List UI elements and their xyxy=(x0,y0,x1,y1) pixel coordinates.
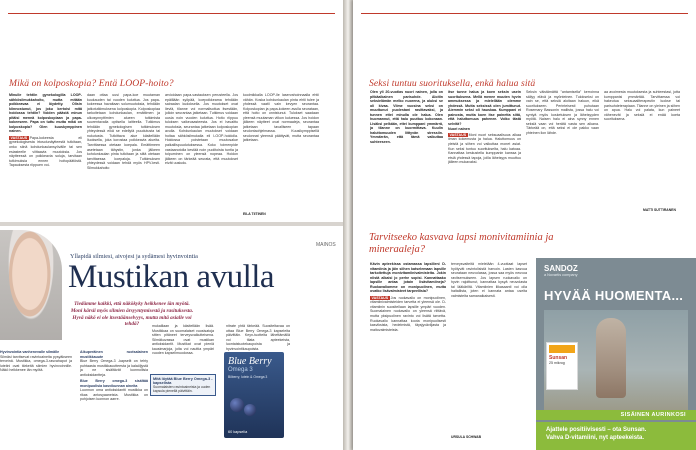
ad-text3: Luonnon oma antioksidantti mustikka on rikas antosyaaneista. Mustikka on pohjoisen luonnon aarre. xyxy=(80,388,148,402)
left-col2: daan ottaa uusi papa-koe muutaman kuukauden tai vuoden kuluttua. Jos papa-kokeessa havaitaan solumuutoksia, tehdään jatkotutkimuksena kolposkopia. Kolposkopiaa tarkoitetaan kohdunkaulan, emättimen ja ulkosynnyttimien alueen tutkimista suurentavalla optisella laitteella. Tutkimus tehdään gynekologisen tutkimuksen yhteydessä eikä se edellytä puudutusta tai nukutusta. Tutkittava alue käsitellään liuoksella, joka korostaa poikkeavia alueita. Tarvittaessa otetaan koepala. Emättimeen asetetaan tähystin, jonka jälkeen kohdunkaulan pinta tutkitaan ja siitä otetaan tarvittaessa koepaloja. Tutkimuksen yhteydessä voidaan tehdä myös HPV-testi. Silmukkahoito xyxy=(87,93,160,170)
left-col1 xyxy=(9,93,82,215)
pack-name: Sunsan xyxy=(549,355,568,361)
ad-info-box xyxy=(150,374,216,396)
left-col4: koolmikkalla LOOP-lle laservahoinnaalla ehtii vähän. Koska kohdunkaulan pinta ehtii tulee ja yhdessä vaatii vain kevyen seurantaa. Kolposkopian ja papa-kokeen avulla seurataan, että hoito on onnistunut. Tulokset saadaan yleensä muutaman viikon kuluessa. Jos hoidon jälkeen näytteet ovat normaaleja, seurantaa jatketaan tavalliseen tapaan seulontaohjelmassa. Kuusikymppisellä seulonnat yleensä päättyvät, mutta seurantaa jatketaan. xyxy=(243,93,319,143)
top-rule xyxy=(361,13,688,14)
ad-text1: Silmäsi tarvitsevat ravintoaineita pysyäkseen terveinä. Mustikka, omega-3-rasvahapot ja luteiini ovat tärkeitä silmien hyvinvoinnille. Näkö heikkenee iän myötä. xyxy=(0,354,72,373)
answer-tag: VASTAUS xyxy=(10,135,28,140)
pack-sub: Omega 3 xyxy=(228,367,253,373)
right-col1 xyxy=(370,90,443,215)
ad-sub2: Aikuperäinen ruotsalainen mustikkauute xyxy=(80,350,148,359)
ad-col2 xyxy=(80,350,148,448)
ad-sub3: Blue Berry omega-3 sisältää monipuolisia kasvikunnan aineita xyxy=(80,379,148,388)
ad-box-text: Suomalaisten ravintoaineista ja uuden kapsula pienellä päivittäin. xyxy=(153,385,211,393)
blueberry-icon xyxy=(244,404,256,416)
ad-top-band xyxy=(0,222,343,226)
sandoz-sub: a Novartis company xyxy=(544,273,578,277)
sandoz-logo: SANDOZ xyxy=(544,264,578,273)
ad-intro: Tiedämme kaikki, että näkökyky heikkenee iän myötä. Moni kärsii myös silmien ärsyyntymisestä ja rasituksesta. Hyvä näkö ei ole itsestäänselvyys, mutta mitä asialle voi tehdä? xyxy=(70,301,194,328)
right-author: MATTI SUTTIRANEN xyxy=(643,208,676,212)
ad-footer-line2: Vahva D-vitamiini, nyt apteekeista. xyxy=(546,435,645,441)
article-lead: Kävin apteekissa ostamassa lapsilleni D-vitamiinia ja jäin siihen katselemaan lapsille tarkoitettuja monivitamiinivalmisteita. Jokin niistä alkaisi jo perhe sopisi. Kannattaako lapsille antaa jotain lisävitamiineja? Ruokavaliomme on monipuolinen, mutta ovatko lisävalmisteet tarpeellisia? xyxy=(370,262,446,294)
answer-text: Papa-kokeesta eli gynekologisesta irtosolunäytteestä tutkitaan, onko siinä kohdunkaulansyövälle tai sen esiasteelle viittaavia muutoksia. Jos näytteessä on poikkeavia soluja, tarvitaan tutkimuksia ennen hoitopäätöstä. Tapauksesta riippuen voi- xyxy=(9,135,82,168)
ad-col4: nitrate yhtä tärkeää. Suositeltavaa on ottaa Blue Berry Omega-3 kapseleita päivittäin. Keyn-tuotteita lähettämällä voi tilata apteekeista, luontaistuotekaupoista ja hyvinvointikaupoista. xyxy=(226,324,290,351)
article-author: URSULA SCHWAB xyxy=(451,435,482,439)
ad-title: Mustikan avulla xyxy=(68,259,275,295)
left-page xyxy=(0,0,343,450)
pack-stripe xyxy=(549,345,575,353)
ad-box-label: Mitä löytää Blue Berry Omega-3 -kapselista xyxy=(153,377,213,385)
article-col1 xyxy=(370,262,446,445)
question-lead: Olen yli 20-vuotias nuori nainen, jolla on pitkäaikainen parisuhde. Aloitin seksielämän melko nuorena, ja aluksi se oli kivaa. Viime vuosina seksi on muuttunut puolestani rasittavaksi, ja tunnen ettei minulla ole halua. Olen huomannut, että halu puuttuu kokonaan. Lisäksi pelkään, ettei kumppani ymmärrä, ja tilanne on kuormittava. Kuulin haluttomuuden liittyvän stressiin. Ymmärrän, että tämä vaikuttaa suhteeseen. xyxy=(370,90,443,145)
left-headline: Mikä on kolposkopia? Entä LOOP-hoito? xyxy=(9,78,174,89)
answer-text: Moni nuori seksuaalisuus alkaa ilman kokemusta ja halua. Haluttomuus on yleistä ja siihen voi vaikuttaa monet asiat. Kun seksi tuntuu suoritukselta, halu katoaa. Kannattaa keskustella kumppanin kanssa ja etsiä yhdessä tapoja, joilla läheisyys muuttuu jälleen mukavaksi. xyxy=(448,132,521,165)
article-text: Jos ruokavalio on monipuolinen, vitamiinivalmisteiden tarvetta ei yleensä ole. D-vitamiinin suositellaan lapsille ympäri vuoden. Suomalainen ruokavalio on yleensä riittävä, mutta yksipuolinen ravinto voi lisätä tarvetta. Ruokavalio kannattaa koota monipuolisesti kasviksista, hedelmistä, täysjyväviljasta ja maitovalmisteista. xyxy=(370,295,446,332)
woman-photo xyxy=(0,230,62,340)
ad-kicker: Yllapidä silmiesi, aivojesi ja sydämesi hyvinvointia xyxy=(70,253,198,260)
left-col3: arvioidaan papa-vastauksen perusteella. Jos epäillään syöpää, koepoikkeama tehdään sairaalan kudoksella. Jos muutokset ovat lieviä, tilanne voi normalisoitua itsestään, jolloin seurantaa jatketaan. Tutkimus voidaan uusia noin vuoden kuluttua. Hoito riippuu tuloksen vaikeusasteesta. Jos ei havaittu muutoksia, seurantaa jatketaan kolposkopian avulla. Kohdunkaulan muutokset voidaan hoitaa sähkösilmukalla eli LOOP-hoidolla. Hoidossa poistetaan muutosalue paikallispuudutuksessa. Koko toimenpide vastaanotolla kestää noin puolitoista tuntia ja toipuminen on yleensä nopeaa. Hoidon jälkeen on tärkeää seurata, että muutokset eivät uusiudu. xyxy=(165,93,238,166)
right-col3: Seksin väistämättä ”antamisella” kerroinna säilyy elävä ja myönteinen. Tulokseksi on vain se, että seksiä aloitaan haluun, eikä suoritukseen. Perinteisesti puhutaan Rosemary Bassonin mallista, jossa halu voi syntyä myös kosketuksen ja läheisyyden myötä. Naisen halu ei aina synny ennen seksiä vaan voi herätä vasta sen aikana. Tärkeää on, että seksi ei ole pakko vaan yhteinen ilon lähde. xyxy=(526,90,599,135)
pack-small: Bilberry, lutein & Omega 3 xyxy=(228,375,268,379)
left-author: EILA TIITINEN xyxy=(243,212,266,216)
question-cont: itse tunne halua ja koen seksin usein suorituksena. Mellä menee muuten hyvin ammuksessa ja mielellään olemme yhdessä. Mutta seksissä olen jumittunut. Aiemmin seksi oli hauskaa. Kumppani ei painosta, mutta koen itse painetta siitä, että haluttomuus pahenee. Voiko tästä selvitä? xyxy=(448,90,521,126)
ad-headline: HYVÄÄ HUOMENTA... xyxy=(544,288,684,303)
signature: Nuori nainen xyxy=(448,127,470,132)
right-headline: Seksi tuntuu suorituksella, enkä halua sitä xyxy=(369,78,536,89)
article-col2: terveysvaiteitä mielelään 4-vuotiaat lapset hyötyvät ravintolisistä harvoin. Lasten kasvua seurataan neuvolassa, jossa saa myös neuvoa ravitsemukseen. Jos lapsen ruokavalio on hyvin rajoittunut, kannattaa kysyä neuvolasta tai lääkäriltä. Vitamiinien liikasaanti voi olla haitallista, joten ei kannata antaa useita valmisteita samanaikaisesti. xyxy=(451,262,527,298)
ad-banner: SISÄINEN AURINKOSI xyxy=(536,410,696,420)
sunsan-ad xyxy=(536,258,696,450)
pack-brand: Blue Berry xyxy=(228,356,272,367)
blueberry-ad xyxy=(0,222,343,450)
ad-footer xyxy=(536,422,696,450)
person-silhouette xyxy=(596,318,626,398)
pack-count: 60 kapselia xyxy=(228,430,248,434)
ad-col1 xyxy=(0,350,72,448)
ad-col3: mukaillaan ja käsitellään lisää. Mustikkaa on suomalaiset vuosisatoja sitten pitäneet terveysvaikutteisena. Silmäkuvassa ovat mustikan antioksidantit. Mustikat ovat pieniä kausimarjoja, joita voi nauttia ympäri vuoden kapselimuodossa. xyxy=(152,324,214,356)
ad-text2: Blue Berry Omega-3 -kapselit on tehty puhtaasta mustikkauutteesta ja kalaöljystä ja ne sisältävät luonnollisia antioksidantteja. xyxy=(80,359,148,377)
article-headline: Tarvitseeko kasvava lapsi monivitamiinia ja mineraaleja? xyxy=(369,232,554,255)
question-lead: Minulle tehtiin gynekologilla LOOP-sähkösilmukkahoito, mutta mitään poikkeavaa ei löydetty. Olisin kiinnostunut, jos joku kertoisi mitä hoidossa tehtiin? Voiden päästä minun pitäisi mennä kolposkopiaan ja papa-kokeeseen. Papa on tuttu mutta mikä on kolposkopia? Olen kuuskymppinen nainen. xyxy=(9,93,82,134)
pack-strength: 25 mikrog xyxy=(549,361,565,365)
blueberry-icon xyxy=(230,398,244,412)
ad-footer-line1: Ajattele positiivisesti – ota Sunsan. xyxy=(546,427,647,433)
answer-tag: VASTAUS xyxy=(449,132,467,137)
right-col2 xyxy=(448,90,521,215)
blueberry-package xyxy=(224,352,284,438)
article-tag: VASTAUS xyxy=(371,295,389,300)
ad-label: MAINOS xyxy=(316,242,336,248)
ad-sub1: Hyvinvointia vanhenevalle silmälle xyxy=(0,350,60,354)
right-col4: aa avoimesta muutoksesta ja suhteestasi, jotta kumppanisi ymmärtää. Tarvittaessa voi hakeutua seksuaaliterapeutin luokse tai parisuhdeterapiaan. Tilanne on yleinen ja siihen on apua. Halu voi palata, kun paineet vähenevät ja seksiä ei enää koeta suorituksena. xyxy=(604,90,680,122)
top-rule xyxy=(8,13,335,14)
right-page xyxy=(353,0,696,450)
sunsan-package xyxy=(546,342,578,390)
page-gutter xyxy=(343,0,353,450)
